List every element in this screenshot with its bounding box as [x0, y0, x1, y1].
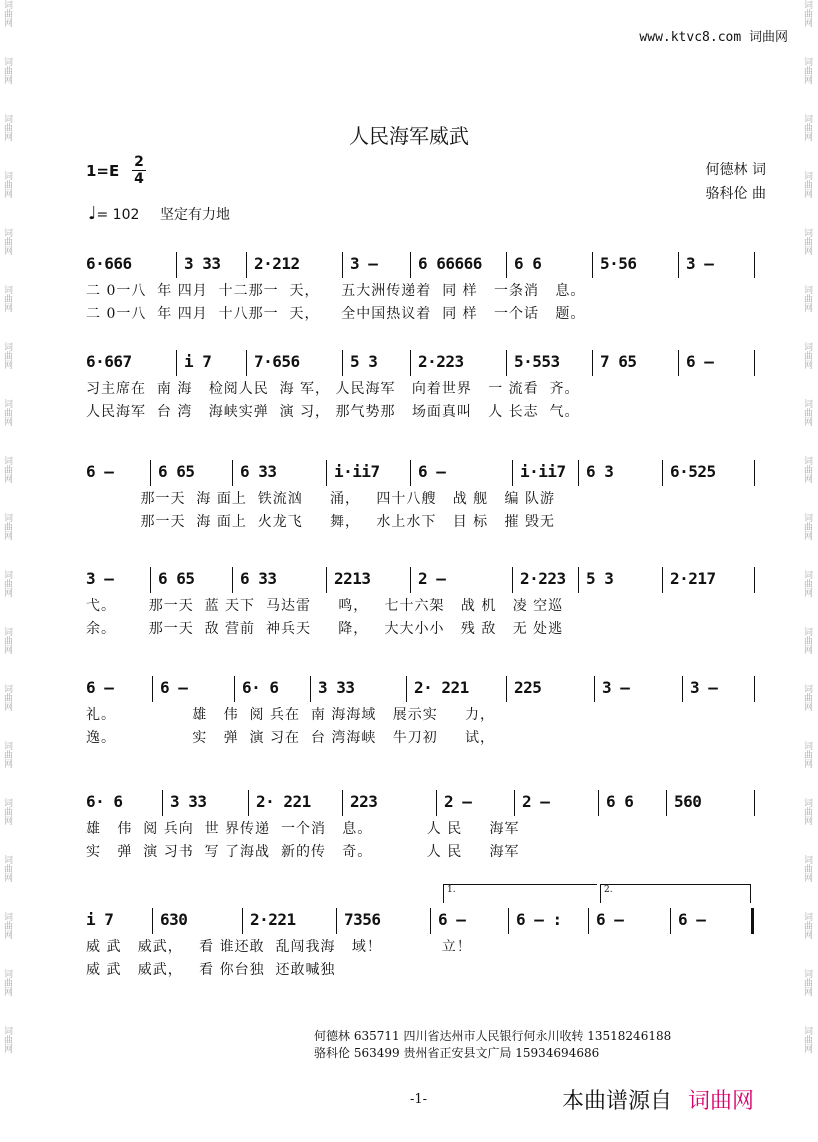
- measure: 2·221: [250, 910, 296, 929]
- lyric-line-1: 二 0一八 年 四月 十二那一 天， 五大洲传递着 同 样 一条消 息。: [86, 283, 586, 299]
- barline: [342, 790, 343, 816]
- watermark-text: 词曲网: [2, 1026, 12, 1053]
- watermark-text: 词曲网: [2, 798, 12, 825]
- watermark-text: 词曲网: [802, 171, 812, 198]
- measure: i 7: [184, 352, 212, 371]
- barline: [410, 350, 411, 376]
- lyricist: 何德林 词: [705, 162, 766, 178]
- lyric-line-2: 那一天 海 面上 火龙飞 舞， 水上水下 目 标 摧 毁无: [86, 514, 555, 530]
- measure: 3 –: [686, 254, 714, 273]
- measure: 2·223: [418, 352, 464, 371]
- measure: 7·656: [254, 352, 300, 371]
- watermark-text: 词曲网: [802, 741, 812, 768]
- watermark-text: 词曲网: [802, 456, 812, 483]
- barline: [508, 908, 509, 934]
- barline: [246, 252, 247, 278]
- watermark-text: 词曲网: [802, 912, 812, 939]
- barline: [666, 790, 667, 816]
- measure: 5·553: [514, 352, 560, 371]
- measure: 3 33: [170, 792, 207, 811]
- measure: 3 33: [318, 678, 355, 697]
- measure: i·ii7: [520, 462, 566, 481]
- expression-marking: 坚定有力地: [160, 207, 230, 223]
- watermark-text: 词曲网: [2, 684, 12, 711]
- measure: 5·56: [600, 254, 637, 273]
- barline: [150, 567, 151, 593]
- barline: [326, 567, 327, 593]
- barline: [592, 252, 593, 278]
- measure: 3 –: [350, 254, 378, 273]
- time-signature: [132, 154, 146, 187]
- lyric-line-1: 威 武 威武， 看 谁还敢 乱闯我海 域！ 立！: [86, 939, 472, 955]
- measure: 6 6: [514, 254, 542, 273]
- measure: 6 –: [160, 678, 188, 697]
- barline: [150, 460, 151, 486]
- barline: [662, 567, 663, 593]
- watermark-text: 词曲网: [2, 855, 12, 882]
- lyric-line-1: 那一天 海 面上 铁流汹 涌， 四十八艘 战 舰 编 队游: [86, 491, 555, 507]
- score-row: [86, 350, 754, 376]
- barline: [662, 460, 663, 486]
- measure: 2·223: [520, 569, 566, 588]
- barline: [751, 908, 754, 934]
- barline: [406, 676, 407, 702]
- measure: 5 3: [350, 352, 378, 371]
- measure: 6 33: [240, 569, 277, 588]
- lyric-line-2: 余。 那一天 敌 营前 神兵天 降， 大大小小 残 敌 无 处逃: [86, 621, 564, 637]
- tempo-value: = 102: [96, 207, 140, 223]
- watermark-text: 词曲网: [802, 627, 812, 654]
- measure: 630: [160, 910, 188, 929]
- barline: [754, 460, 755, 486]
- barline: [152, 676, 153, 702]
- watermark-text: 词曲网: [2, 570, 12, 597]
- time-top: 2: [134, 154, 144, 170]
- measure: 6·666: [86, 254, 132, 273]
- score-row: [86, 908, 754, 934]
- watermark-text: 词曲网: [802, 855, 812, 882]
- measure: 6 6: [606, 792, 634, 811]
- watermark-text: 词曲网: [2, 285, 12, 312]
- barline: [512, 460, 513, 486]
- measure: 6 65: [158, 462, 195, 481]
- barline: [678, 252, 679, 278]
- barline: [678, 350, 679, 376]
- quarter-note-icon: ♩: [88, 203, 97, 224]
- contact-composer: 骆科伦 563499 贵州省正安县文广局 15934694686: [314, 1046, 600, 1060]
- measure: i 7: [86, 910, 114, 929]
- barline: [598, 790, 599, 816]
- time-bottom: 4: [134, 171, 144, 187]
- watermark-text: 词曲网: [802, 0, 812, 27]
- watermark-text: 词曲网: [2, 0, 12, 27]
- barline: [578, 460, 579, 486]
- measure: 6 3: [586, 462, 614, 481]
- watermark-text: 词曲网: [802, 570, 812, 597]
- barline: [592, 350, 593, 376]
- measure: 6· 6: [242, 678, 279, 697]
- watermark-text: 词曲网: [2, 342, 12, 369]
- measure: 7356: [344, 910, 381, 929]
- barline: [248, 790, 249, 816]
- watermark-text: 词曲网: [2, 171, 12, 198]
- watermark-text: 词曲网: [802, 114, 812, 141]
- barline: [310, 676, 311, 702]
- source-brand[interactable]: 词曲网: [688, 1089, 755, 1114]
- barline: [754, 676, 755, 702]
- lyric-line-1: 雄 伟 阅 兵向 世 界传递 一个消 息。 人 民 海军: [86, 821, 520, 837]
- composer: 骆科伦 曲: [705, 186, 766, 202]
- barline: [754, 790, 755, 816]
- song-title: 人民海军威武: [349, 124, 469, 148]
- page-number: -1-: [410, 1092, 428, 1107]
- measure: 223: [350, 792, 378, 811]
- barline: [342, 350, 343, 376]
- measure: 6 –: [86, 462, 114, 481]
- measure: 225: [514, 678, 542, 697]
- measure: 560: [674, 792, 702, 811]
- lyric-line-1: 弋。 那一天 蓝 天下 马达雷 鸣， 七十六架 战 机 凌 空巡: [86, 598, 564, 614]
- watermark-text: 词曲网: [2, 456, 12, 483]
- measure: 6 –: [418, 462, 446, 481]
- lyric-line-2: 逸。 实 弹 演 习在 台 湾海峡 牛刀初 试，: [86, 730, 495, 746]
- score-row: [86, 676, 754, 702]
- barline: [506, 676, 507, 702]
- barline: [162, 790, 163, 816]
- measure: 2213: [334, 569, 371, 588]
- barline: [410, 252, 411, 278]
- watermark-text: 词曲网: [2, 627, 12, 654]
- barline: [506, 350, 507, 376]
- score-row: [86, 460, 754, 486]
- contact-lyricist: 何德林 635711 四川省达州市人民银行何永川收转 13518246188: [314, 1029, 672, 1043]
- side-watermark-right: [802, 0, 816, 1142]
- watermark-text: 词曲网: [2, 741, 12, 768]
- watermark-text: 词曲网: [2, 513, 12, 540]
- barline: [176, 350, 177, 376]
- watermark-text: 词曲网: [802, 798, 812, 825]
- measure: 2· 221: [414, 678, 469, 697]
- barline: [670, 908, 671, 934]
- measure: 6 –: [678, 910, 706, 929]
- barline: [430, 908, 431, 934]
- barline: [512, 567, 513, 593]
- measure: 6· 6: [86, 792, 123, 811]
- watermark-text: 词曲网: [802, 969, 812, 996]
- measure: 6 66666: [418, 254, 482, 273]
- barline: [336, 908, 337, 934]
- score-row: [86, 567, 754, 593]
- volta-bracket-1: 1.: [443, 884, 597, 903]
- source-credit: [562, 1084, 754, 1115]
- barline: [176, 252, 177, 278]
- lyric-line-1: 礼。 雄 伟 阅 兵在 南 海海域 展示实 力，: [86, 707, 495, 723]
- site-url[interactable]: www.ktvc8.com 词曲网: [639, 30, 788, 45]
- source-label: 本曲谱源自: [562, 1089, 673, 1114]
- watermark-text: 词曲网: [802, 57, 812, 84]
- measure: 6 65: [158, 569, 195, 588]
- measure: 6 –: [438, 910, 466, 929]
- watermark-text: 词曲网: [2, 228, 12, 255]
- barline: [754, 350, 755, 376]
- measure: 2·212: [254, 254, 300, 273]
- barline: [754, 252, 755, 278]
- measure: 5 3: [586, 569, 614, 588]
- watermark-text: 词曲网: [802, 285, 812, 312]
- measure: i·ii7: [334, 462, 380, 481]
- barline: [246, 350, 247, 376]
- barline: [754, 567, 755, 593]
- barline: [232, 460, 233, 486]
- lyric-line-1: 习主席在 南 海 检阅人民 海 军， 人民海军 向着世界 一 流看 齐。: [86, 381, 580, 397]
- barline: [436, 790, 437, 816]
- barline: [506, 252, 507, 278]
- score-row: [86, 252, 754, 278]
- measure: 2 –: [418, 569, 446, 588]
- measure: 6·667: [86, 352, 132, 371]
- measure: 6 – :: [516, 910, 562, 929]
- measure: 6·525: [670, 462, 716, 481]
- lyric-line-2: 人民海军 台 湾 海峡实弹 演 习， 那气势那 场面真叫 人 长志 气。: [86, 404, 580, 420]
- measure: 3 –: [602, 678, 630, 697]
- watermark-text: 词曲网: [2, 114, 12, 141]
- volta-bracket-2: 2.: [600, 884, 751, 903]
- lyric-line-2: 威 武 威武， 看 你台独 还敢喊独: [86, 962, 336, 978]
- watermark-text: 词曲网: [2, 399, 12, 426]
- barline: [578, 567, 579, 593]
- barline: [326, 460, 327, 486]
- key-signature: 1=E: [86, 162, 120, 180]
- watermark-text: 词曲网: [2, 912, 12, 939]
- watermark-text: 词曲网: [2, 57, 12, 84]
- watermark-text: 词曲网: [802, 513, 812, 540]
- measure: 2 –: [522, 792, 550, 811]
- barline: [410, 460, 411, 486]
- watermark-text: 词曲网: [802, 1026, 812, 1053]
- watermark-text: 词曲网: [802, 228, 812, 255]
- score-row: [86, 790, 754, 816]
- lyric-line-2: 实 弹 演 习书 写 了海战 新的传 奇。 人 民 海军: [86, 844, 520, 860]
- barline: [234, 676, 235, 702]
- watermark-text: 词曲网: [802, 399, 812, 426]
- measure: 7 65: [600, 352, 637, 371]
- contacts: [314, 1028, 671, 1062]
- watermark-text: 词曲网: [2, 969, 12, 996]
- credits: [706, 158, 766, 206]
- barline: [152, 908, 153, 934]
- measure: 6 –: [86, 678, 114, 697]
- barline: [514, 790, 515, 816]
- barline: [232, 567, 233, 593]
- barline: [242, 908, 243, 934]
- measure: 6 –: [596, 910, 624, 929]
- measure: 3 33: [184, 254, 221, 273]
- barline: [342, 252, 343, 278]
- measure: 3 –: [690, 678, 718, 697]
- barline: [682, 676, 683, 702]
- tempo-marking: [88, 203, 139, 224]
- barline: [588, 908, 589, 934]
- side-watermark-left: [2, 0, 16, 1142]
- measure: 3 –: [86, 569, 114, 588]
- measure: 2 –: [444, 792, 472, 811]
- measure: 6 –: [686, 352, 714, 371]
- lyric-line-2: 二 0一八 年 四月 十八那一 天， 全中国热议着 同 样 一个话 题。: [86, 306, 586, 322]
- watermark-text: 词曲网: [802, 342, 812, 369]
- measure: 2·217: [670, 569, 716, 588]
- barline: [594, 676, 595, 702]
- measure: 2· 221: [256, 792, 311, 811]
- watermark-text: 词曲网: [802, 684, 812, 711]
- measure: 6 33: [240, 462, 277, 481]
- barline: [410, 567, 411, 593]
